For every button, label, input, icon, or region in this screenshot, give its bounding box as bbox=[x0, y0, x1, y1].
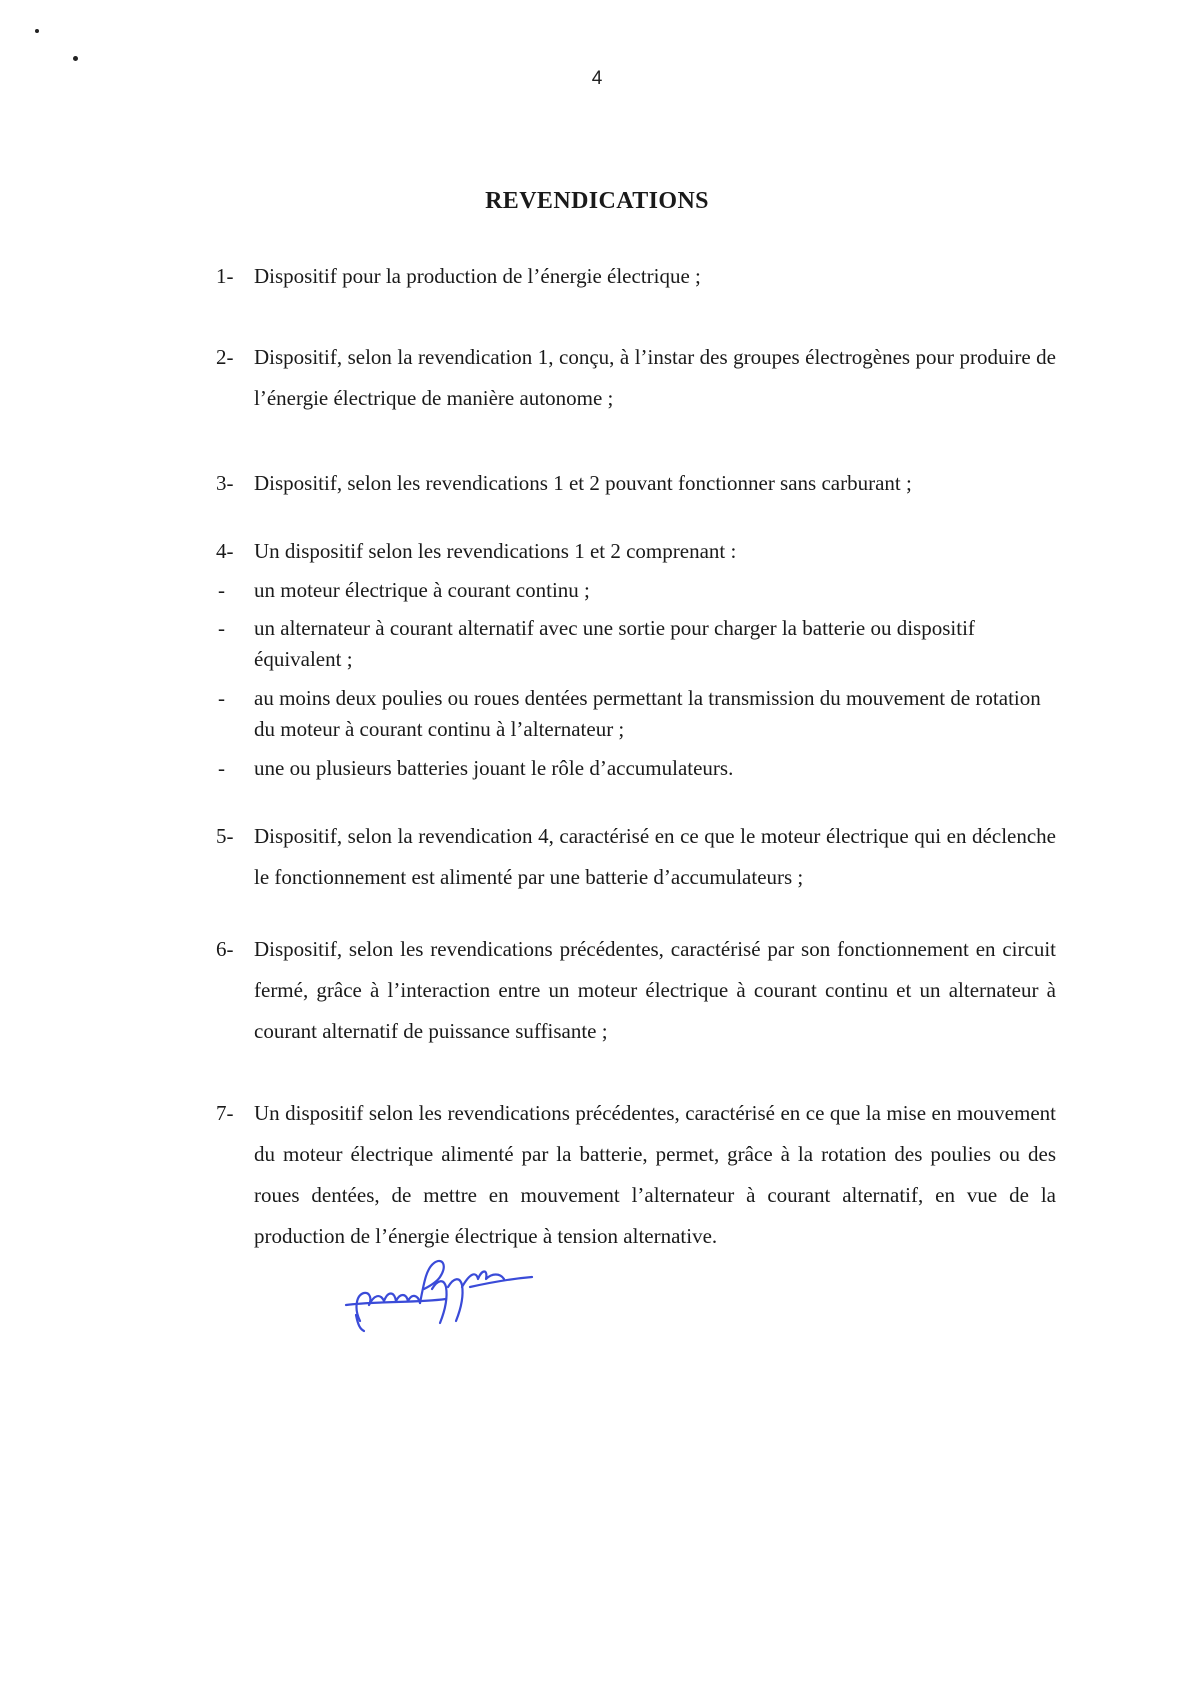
claim-number: 7- bbox=[216, 1101, 234, 1125]
list-item-text: un moteur électrique à courant continu ; bbox=[254, 578, 590, 602]
claim-text: Dispositif, selon la revendication 1, conçu, à l’instar des groupes électrogènes pour produire de l’énergie électrique de manière autonome ; bbox=[254, 345, 1056, 410]
claim-text: Un dispositif selon les revendications 1 et 2 comprenant : bbox=[254, 539, 737, 563]
list-dash: - bbox=[218, 616, 225, 640]
list-item-text: un alternateur à courant alternatif avec une sortie pour charger la batterie ou dispositif équivalent ; bbox=[254, 616, 975, 671]
claim-number: 2- bbox=[216, 345, 234, 369]
handwritten-signature bbox=[336, 1243, 546, 1333]
scan-speck bbox=[73, 56, 78, 61]
list-item-text: au moins deux poulies ou roues dentées permettant la transmission du mouvement de rotation du moteur à courant continu à l’alternateur ; bbox=[254, 686, 1041, 741]
signature-stroke bbox=[432, 1281, 447, 1323]
claim-number: 6- bbox=[216, 937, 234, 961]
claim-text: Dispositif, selon les revendications 1 et 2 pouvant fonctionner sans carburant ; bbox=[254, 471, 912, 495]
claim-number: 1- bbox=[216, 264, 234, 288]
claim-text: Un dispositif selon les revendications précédentes, caractérisé en ce que la mise en mouvement du moteur électrique alimenté par la batterie, permet, grâce à la rotation des poulies ou des roues dentées, de mettre en mouvement l’alternateur à courant alternatif, en vue de la production de l’énergie électrique à tension alternative. bbox=[254, 1101, 1056, 1248]
claim-text: Dispositif pour la production de l’énergie électrique ; bbox=[254, 264, 701, 288]
signature-stroke bbox=[356, 1315, 364, 1331]
signature-stroke bbox=[357, 1293, 420, 1321]
scan-speck bbox=[35, 29, 39, 33]
list-dash: - bbox=[218, 686, 225, 710]
claim-text: Dispositif, selon la revendication 4, caractérisé en ce que le moteur électrique qui en déclenche le fonctionnement est alimenté par une batterie d’accumulateurs ; bbox=[254, 824, 1056, 889]
claim-number: 5- bbox=[216, 824, 234, 848]
page-number: 4 bbox=[591, 68, 603, 89]
list-dash: - bbox=[218, 756, 225, 780]
claim-number: 3- bbox=[216, 471, 234, 495]
claim-text: Dispositif, selon les revendications précédentes, caractérisé par son fonctionnement en circuit fermé, grâce à l’interaction entre un moteur électrique à courant continu et un alternateur à courant alternatif de puissance suffisante ; bbox=[254, 937, 1056, 1043]
list-item-text: une ou plusieurs batteries jouant le rôle d’accumulateurs. bbox=[254, 756, 734, 780]
claim-number: 4- bbox=[216, 539, 234, 563]
signature-stroke bbox=[448, 1279, 463, 1321]
list-dash: - bbox=[218, 578, 225, 602]
document-title: REVENDICATIONS bbox=[485, 188, 709, 214]
